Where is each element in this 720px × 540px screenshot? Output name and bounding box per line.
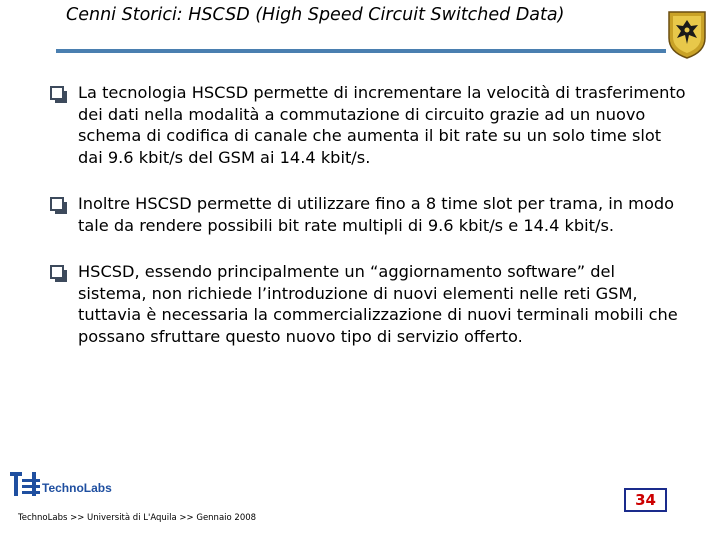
checkbox-bullet-icon — [50, 265, 68, 283]
title-underline — [56, 49, 666, 53]
title-block — [66, 4, 666, 27]
university-crest-icon — [666, 8, 708, 60]
technolabs-logo-icon — [8, 470, 118, 500]
bullet-list — [50, 82, 690, 372]
checkbox-bullet-icon — [50, 86, 68, 104]
bullet-item — [50, 82, 690, 168]
bullet-item — [50, 261, 690, 347]
bullet-text: HSCSD, essendo principalmente un “aggiornamento software” del sistema, non richiede l’introduzione di nuovi elementi nelle reti GSM, tuttavia è necessaria la commercializzazione di nuovi terminali mobili che possano sfruttare questo nuovo tipo di servizio offerto. — [78, 262, 678, 346]
bullet-text: La tecnologia HSCSD permette di incrementare la velocità di trasferimento dei dati nella modalità a commutazione di circuito grazie ad un nuovo schema di codifica di canale che aumenta il bit rate su un solo time slot dai 9.6 kbit/s del GSM ai 14.4 kbit/s. — [78, 83, 686, 167]
page-number: 34 — [624, 488, 667, 512]
bullet-text: Inoltre HSCSD permette di utilizzare fino a 8 time slot per trama, in modo tale da rendere possibili bit rate multipli di 9.6 kbit/s e 14.4 kbit/s. — [78, 194, 675, 235]
bullet-item — [50, 193, 690, 236]
footer-text: TechnoLabs >> Università di L'Aquila >> Gennaio 2008 — [18, 513, 257, 523]
logo-text: TechnoLabs — [42, 481, 112, 495]
checkbox-bullet-icon — [50, 197, 68, 215]
slide-title: Cenni Storici: HSCSD (High Speed Circuit Switched Data) — [66, 5, 565, 25]
